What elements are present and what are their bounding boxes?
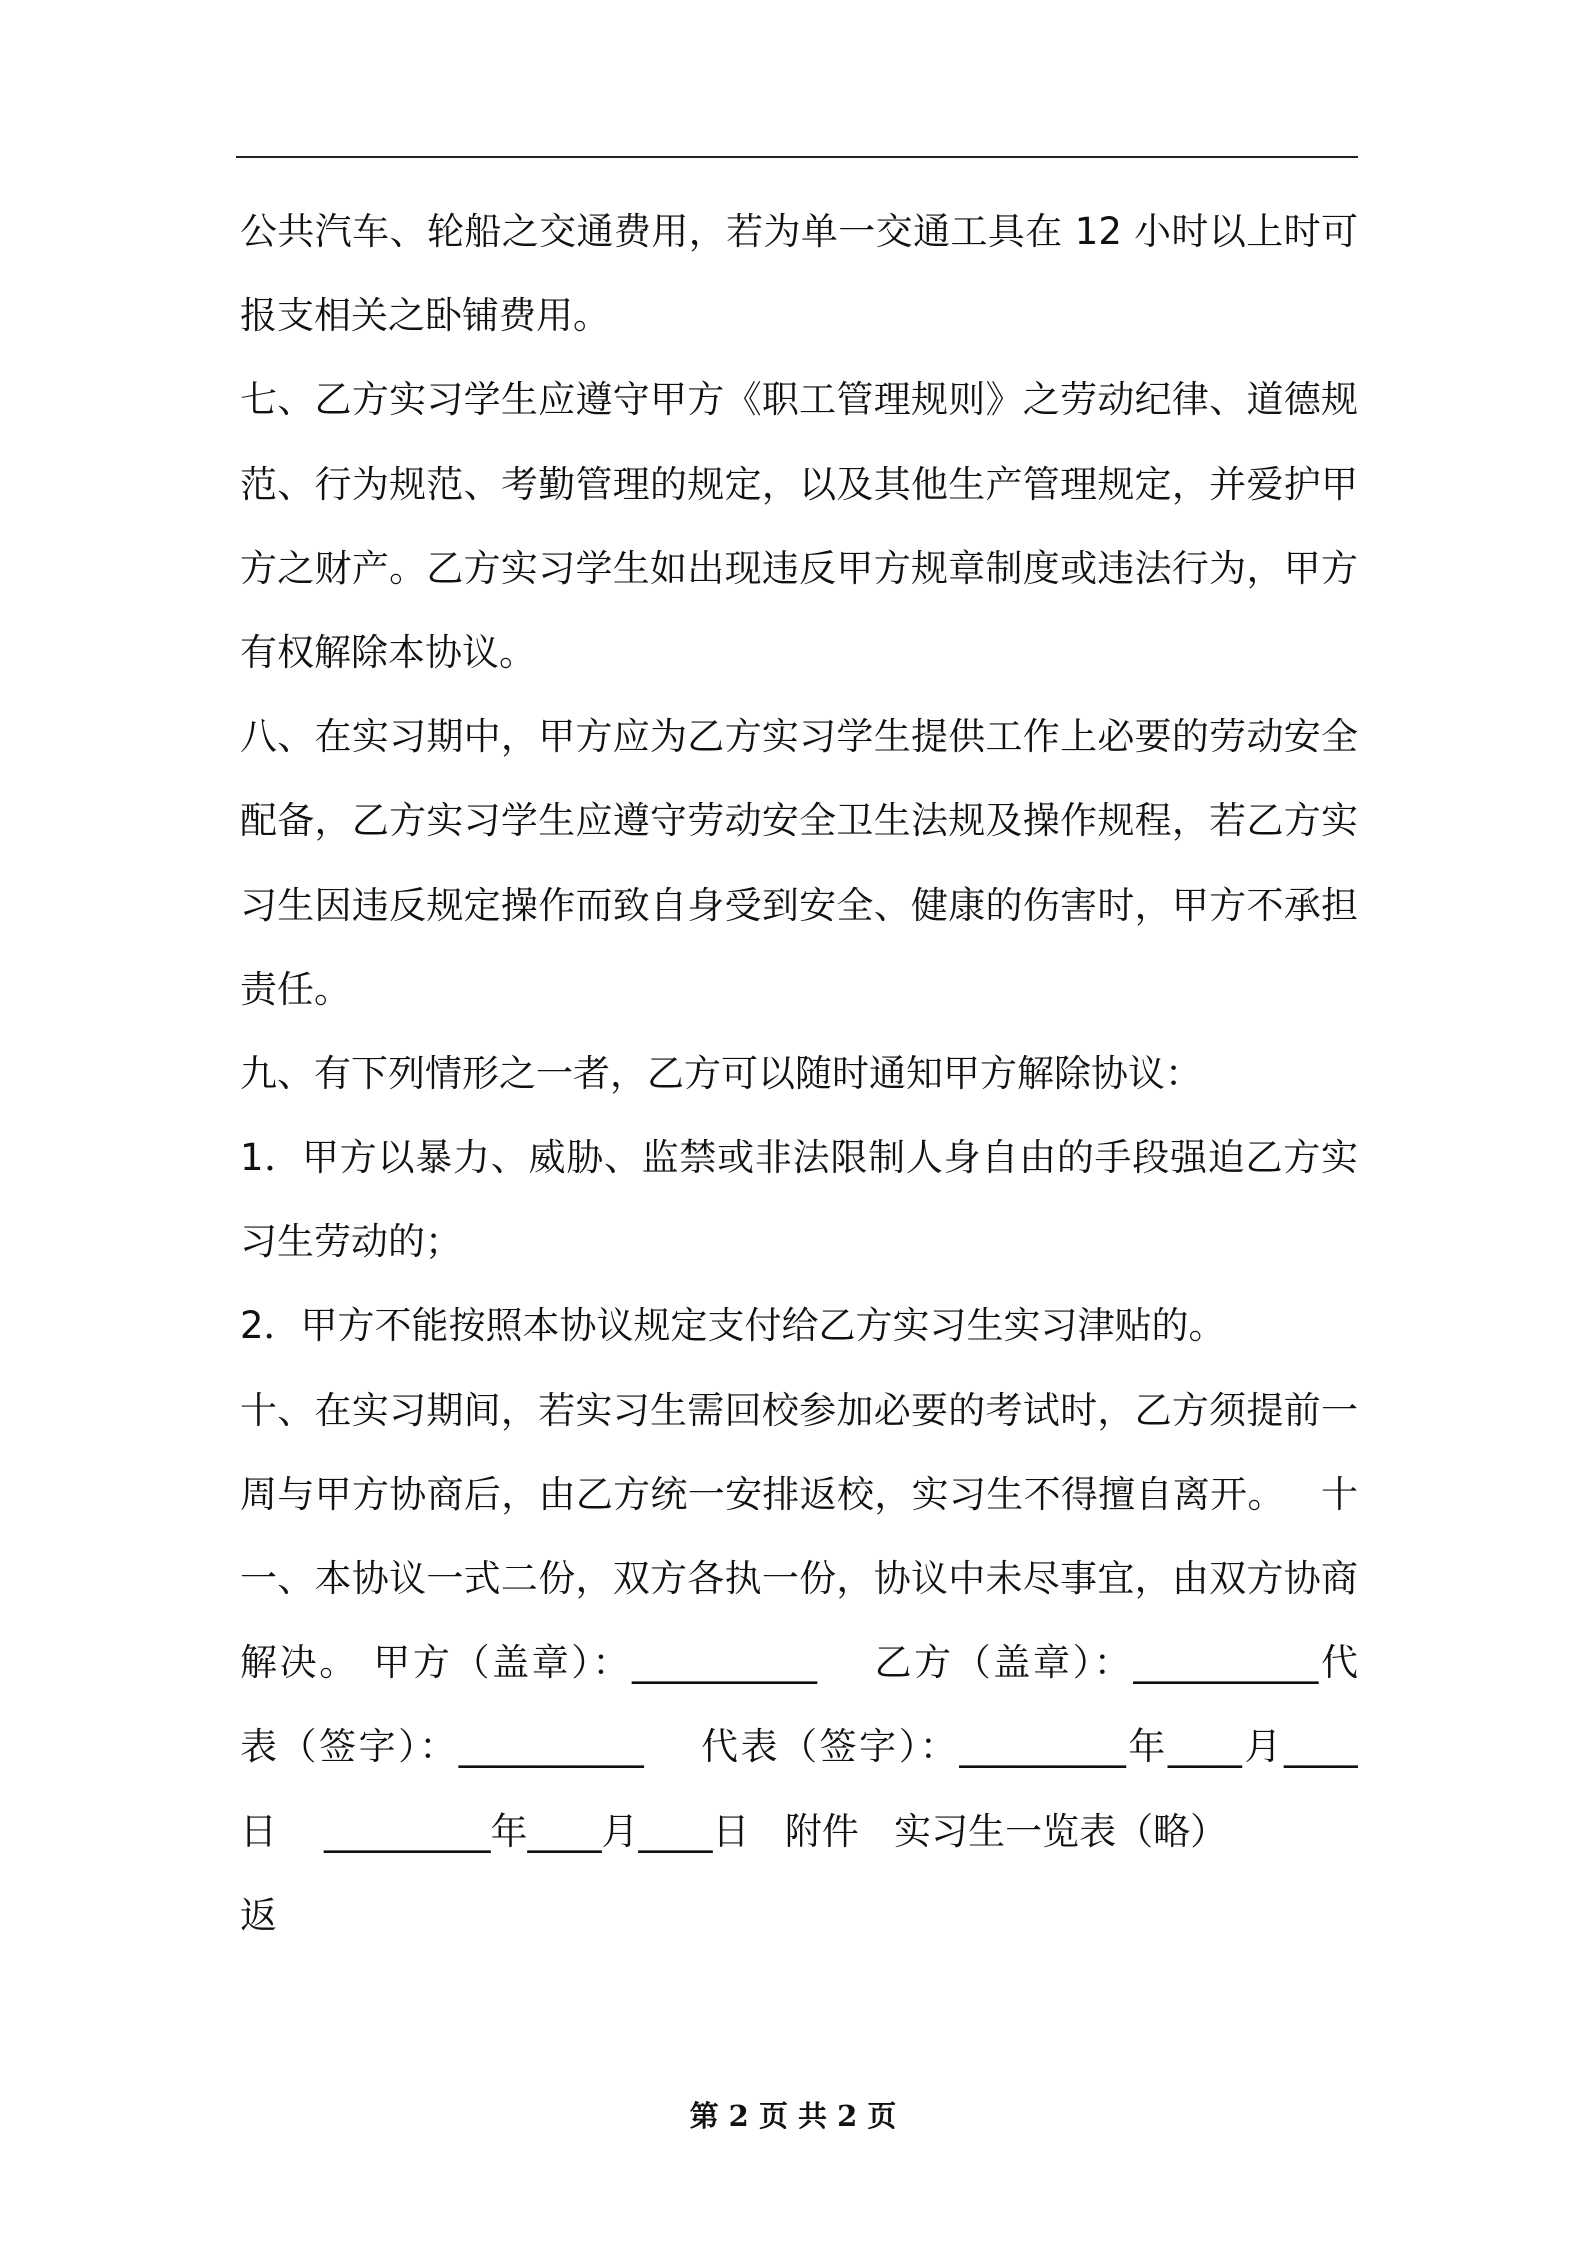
text-line: 十、在实习期间，若实习生需回校参加必要的考试时，乙方须提前一 — [240, 1388, 1358, 1432]
text-line: 九、有下列情形之一者，乙方可以随时通知甲方解除协议： — [240, 1051, 1202, 1095]
header-rule — [236, 156, 1358, 158]
text-line: 范、行为规范、考勤管理的规定，以及其他生产管理规定，并爱护甲 — [240, 462, 1358, 506]
text-line: 配备，乙方实习学生应遵守劳动安全卫生法规及操作规程，若乙方实 — [240, 799, 1358, 843]
text-line: 八、在实习期中，甲方应为乙方实习学生提供工作上必要的劳动安全 — [240, 715, 1358, 759]
text-line: 方之财产。乙方实习学生如出现违反甲方规章制度或违法行为，甲方 — [240, 546, 1358, 590]
text-line: 七、乙方实习学生应遵守甲方《职工管理规则》之劳动纪律、道德规 — [240, 378, 1358, 422]
text-line: 公共汽车、轮船之交通费用，若为单一交通工具在 12 小时以上时可 — [240, 210, 1358, 253]
text-line: 1．甲方以暴力、威胁、监禁或非法限制人身自由的手段强迫乙方实 — [240, 1136, 1358, 1180]
text-line: 有权解除本协议。 — [240, 630, 536, 674]
text-line: 周与甲方协商后，由乙方统一安排返校，实习生不得擅自离开。 十 — [240, 1472, 1358, 1516]
text-line: 返 — [240, 1893, 277, 1937]
text-line: 习生劳动的； — [240, 1220, 462, 1264]
text-line: 责任。 — [240, 967, 351, 1011]
text-line: 习生因违反规定操作而致自身受到安全、健康的伤害时，甲方不承担 — [240, 883, 1358, 927]
document-body — [240, 196, 1358, 1964]
text-line: 一、本协议一式二份，双方各执一份，协议中未尽事宜，由双方协商 — [240, 1557, 1358, 1600]
text-line: 解决。 甲方（盖章）：__________ 乙方（盖章）：__________代 — [240, 1641, 1358, 1685]
text-line: 表（签字）：__________ 代表（签字）：_________年____月____ — [240, 1725, 1358, 1769]
page-number: 第 2 页 共 2 页 — [689, 2099, 897, 2133]
text-line: 2．甲方不能按照本协议规定支付给乙方实习生实习津贴的。 — [240, 1304, 1226, 1348]
text-line: 报支相关之卧铺费用。 — [240, 294, 610, 338]
text-line: 日 _________年____月____日 附件 实习生一览表（略） — [240, 1809, 1228, 1853]
